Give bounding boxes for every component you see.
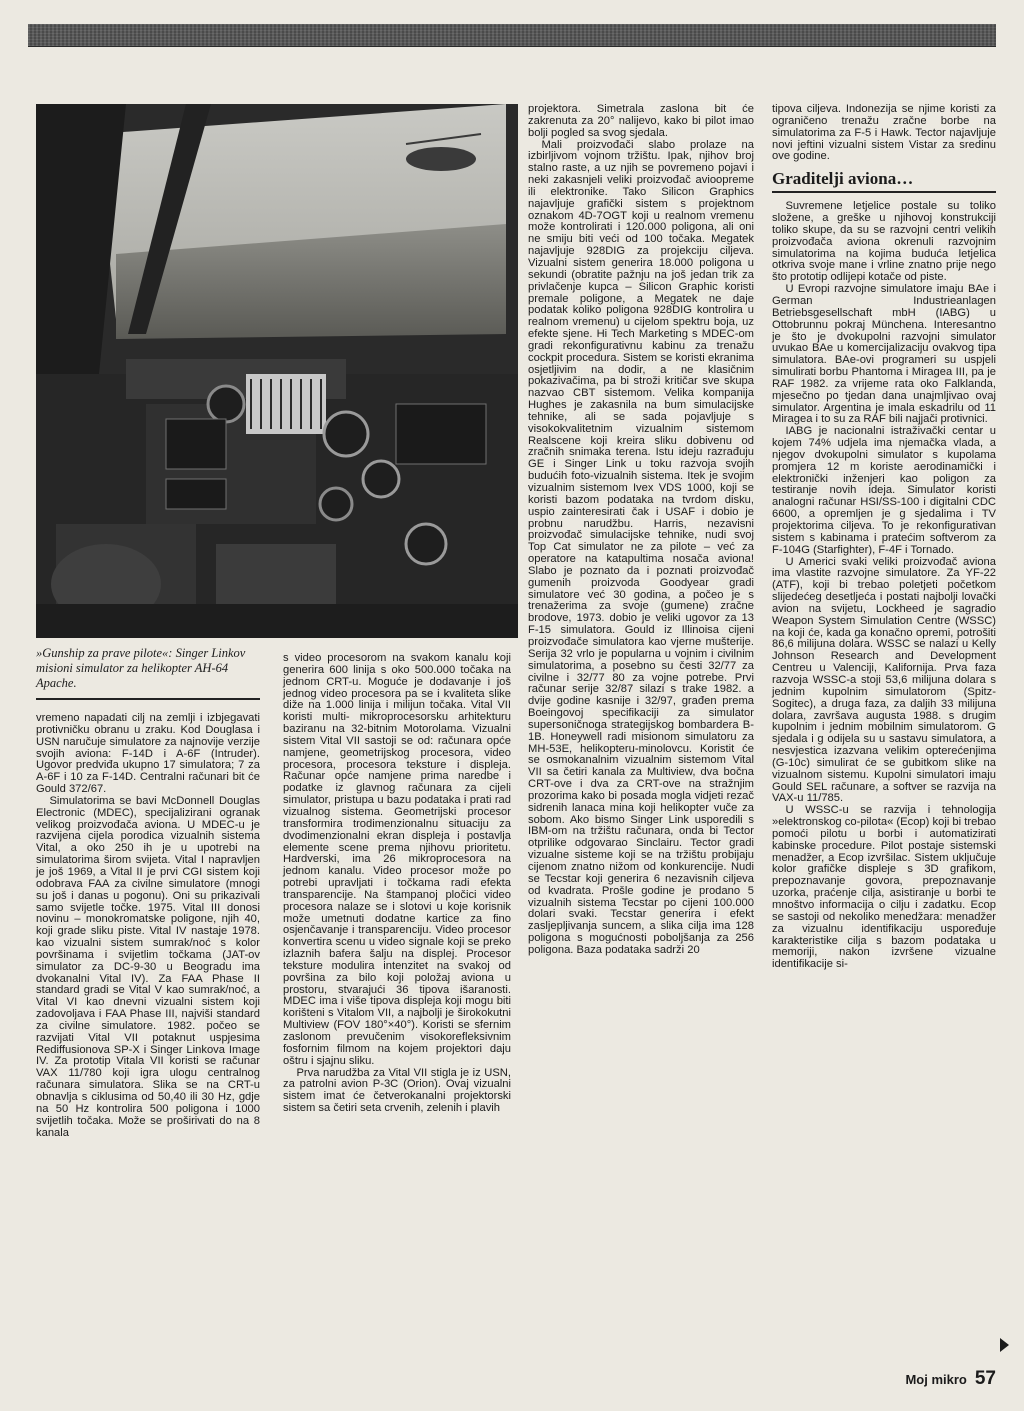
paragraph: Prva narudžba za Vital VII stigla je iz USN, za patrolni avion P-3C (Orion). Ovaj vizualni sistem imat će četverokanalni projektorski sistem sa četiri seta crvenih, zelenih i plavih (283, 1066, 511, 1115)
section-divider (772, 191, 996, 193)
magazine-name: Moj mikro (905, 1372, 967, 1387)
photo-caption: »Gunship za prave pilote«: Singer Linkov misioni simulator za helikopter AH-64 Apache. (36, 646, 246, 690)
paragraph: U Americi svaki veliki proizvođač aviona ima vlastite razvojne simulatore. Za YF-22 (ATF), koji bi trebao poletjeti početkom slijedećeg desetljeća i postati najbolji lovački avion na svijetu, Lockheed je sagradio Weapon System Simulation Centre (WSSC) na koji će, kada ga konačno opremi, potrošiti 86,6 milijuna dolara. WSSC se nalazi u Kelly Johnson Research and Development Centreu u Valenciji, Kalifornija. Prva faza razvoja WSSC-a stoji 53,6 milijuna dolara s jednim kupolnim simulatorom (Spitz-Sogitec), a druga faza, za daljih 33 milijuna dolara, završava augusta 1988. s drugim kupolnim i jednim mobilnim simulatorom. G sjedala i g odijela su u sastavu simulatora, a nesvjestica izazvana velikim opterećenjima (G-10c) simulirat će se gubitkom slike na vizualnom sistemu. Kupolni simulatori imaju Gould SEL računare, a softver se razvija na VAX-u 11/785. (772, 555, 996, 805)
section-heading: Graditelji aviona… (772, 169, 914, 189)
paragraph: tipova ciljeva. Indonezija se njime koristi za ograničeno trenažu zračne borbe na simulatorima za F-5 i Hawk. Tector najavljuje novi jeftini vizualni sistem Vistar za sredinu ove godine. (772, 103, 996, 163)
paragraph: s video procesorom na svakom kanalu koji generira 600 linija s oko 500.000 točaka na jednom CRT-u. Moguće je dodavanje i još jednog video procesora pa se i kvaliteta slike diže na 1.000 linija i milijun točaka. Vital VII koristi multi- mikroprocesorsku arhitekturu baziranu na 32-bitnim Motorolama. Vizualni sistem Vital VII sastoji se od: računara opće namjene, geometrijskog procesora, video procesora, procesora teksture i displeja. Računar opće namjene prima naredbe i podatke iz glavnog računara za cijeli simulator, pristupa u bazu podataka i prati rad vizualnog sistema. Geometrijski procesor transformira trodimenzionalnu situaciju za dvodimenzionalni ekran displeja i postavlja elemente scene prema njihovu prioritetu. Hardverski, ima 26 mikroprocesora na jednom kanalu. Video procesor može po potrebi upravljati i točkama radi efekta transparencije. Na štampanoj pločici video procesora nalaze se i slotovi u koje korisnik može umetnuti dodatne kartice za fino osjenčavanje i transparenciju. Video procesor konvertira scenu u video signale koji se preko izlaznih bafera šalju na displej. Procesor teksture modulira intenzitet na svakoj od površina za bilo koji položaj aviona u prostoru, stvarajući 36 tipova išaranosti. MDEC ima i više tipova displeja koji mogu biti korišteni s Vitalom VII, a najbolji je širokokutni Multiview (FOV 180°×40°). Koristi se sfernim zaslonom prevučenim visokorefleksivnim fosfornim filmom na kojem projektori daju oštru i sjajnu sliku. (283, 652, 511, 1067)
continue-arrow-icon (1000, 1338, 1009, 1352)
paragraph: U Evropi razvojne simulatore imaju BAe i German Industrieanlagen Betriebsgesellschaft mbH (IABG) u Ottobrunnu pokraj Münchena. Interesantno je što je dvokupolni razvojni simulator uvukao BAe u komercijalizaciju ovakvog tipa simulatora. BAe-ovi programeri su uspjeli simulirati borbu Phantoma i Miragea III, pa je RAF 1982. za vrijeme rata oko Falklanda, mjesečno po tjedan dana unajmljivao ovaj simulator. Argentina je imala eskadrilu od 11 Miragea i to su za RAF bili najjači protivnici. (772, 283, 996, 426)
paragraph: projektora. Simetrala zaslona bit će zakrenuta za 20° nalijevo, kako bi pilot imao bolji pogled sa svog sjedala. (528, 103, 754, 139)
page-footer (905, 1368, 996, 1390)
text-column-3 (528, 104, 754, 957)
paragraph: IABG je nacionalni istraživački centar u kojem 74% udjela ima njemačka vlada, a njegov dvokupolni simulator s kupolama promjera 12 m koriste aerodinamički i elektronički inženjeri kao poligon za testiranje novih ideja. Simulator koristi analogni računar HSI/SS-100 i digitalni CDC 6600, a opremljen je g sjedalima i TV projektorima ciljeva. To je rekonfigurativan sistem s kabinama i pratećim softverom za F-104G (Starfighter), F-4F i Tornado. (772, 425, 996, 556)
paragraph: U WSSC-u se razvija i tehnologija »elektronskog co-pilota« (Ecop) koji bi trebao pomoći pilotu u borbi i automatizirati kabinske procedure. Pilot postaje sistemski menadžer, a Ecop izvršilac. Sistem uključuje kolor grafičke displeje s 3D grafikom, prepoznavanje govora, prepoznavanje uzorka, praćenje cilja, asistiranje u borbi te mnoštvo informacija o cilju i zadatku. Ecop se sastoji od nekoliko menedžara: menadžer za vizualnu identifikaciju uspoređuje karakteristike cilja s bazom podataka u memoriji, nakon izvršene vizualne identifikacije si- (772, 804, 996, 971)
paragraph: vremeno napadati cilj na zemlji i izbjegavati protivničku obranu u zraku. Kod Douglasa i USN naručuje simulatore za najnovije verzije svojih aviona: F-14D i A-6F (Intruder). Ugovor predviđa ukupno 17 simulatora; 7 za A-6F i 10 za F-14D. Centralni računari bit će Gould 372/67. (36, 712, 260, 796)
top-halftone-band (28, 24, 996, 47)
text-column-1 (36, 713, 260, 1139)
paragraph: Mali proizvođači slabo prolaze na izbirljivom vojnom tržištu. Ipak, njihov broj stalno raste, a uz njih se povremeno pojavi i neki zakasnjeli veliki proizvođač avioopreme ili elektronike. Tako Silicon Graphics najavljuje grafički sistem s projektnom oznakom 4D-7OGT koji u realnom vremenu može kontrolirati i 120.000 poligona, ali oni ne smiju biti veći od 100 točaka. Megatek najavljuje 928DIG za projekciju ciljeva. Vizualni sistem generira 18.000 poligona u sekundi (obratite pažnju na još jedan trik za privlačenje kupca – Silicon Graphic koristi premale poligone, a Megatek ne daje podatak koliko poligona 928DIG kontrolira u realnom vremenu) u cijelom spektru boja, uz efekte sjene. Hi Tech Marketing s MDEC-om gradi rekonfigurativnu kabinu za trenažu cockpit procedura. Sistem se koristi ekranima osjetljivim na dodir, a ne klasičnim pokazivačima, pa bi stroži kritičar sve skupa nazvao CBT sistemom. Velika kompanija Hughes je zakasnila na bum simulacijske tehnike, ali se sada pojavljuje s visokokvalitetnim vizualnim sistemom Realscene koji kreira sliku dobivenu od zračnih snimaka terena. Istu ideju razrađuju GE i Singer Link u toku razvoja svojih budućih foto-vizualnih sistema. Itek je svojim vizualnim sistemom Ivex VDS 1000, koji se koristi bazom podataka na tvrdom disku, uspio zainteresirati čak i USAF i dobio je probnu narudžbu. Harris, nezavisni proizvođač simulacijske tehnike, nudi svoj Top Cat simulator ne za pilote – već za operatore na katapultima nosača aviona! Slabo je poznato da i poznati proizvođač gumenih proizvoda Goodyear gradi simulatore već 30 godina, a počeo je s trenažerima za svoje (gumene) zračne brodove, 1973. dobio je veliki ugovor za 13 F-15 simulatora. Gould iz Illinoisa cijeni proizvođače simulatora kao vjerne mušterije. Serija 32 vrlo je popularna u vojnim i civilnim simulatorima, a posebno su česti 32/77 za civilne i 32/77 80 za vojne potrebe. Prvi računar serije 32/87 silazi s trake 1982. a dvije godine kasnije i 32/97, građen prema Boeingovoj specifikaciji za simulator supersoničnoga strategijskog bombardera B-1B. Honeywell radi misionom simulatoru za MH-53E, helikopteru-minolovcu. Koristit će se osmokanalnim vizualnim sistemom Vital VII sa četiri kanala za Multiview, dva bočna CRT-ove i dva za CRT-ove na stražnjim prozorima kako bi posada mogla vidjeti rezač sidrenih lanaca mina koji helikopter vuče za sobom. Ako bismo Singer Link usporedili s IBM-om na tržištu računara, onda bi Tector otprilike odgovarao Sinclairu. Tector gradi vizualne sisteme koji se na tržištu probijaju cijenom znatno nižom od konkurencije. Nudi se Tecstar koji generira 6 nezavisnih ciljeva od kvadrata. Prošle godine je prodano 5 vizualnih sistema Tecstar po cijeni 100.000 dolari svaki. Tecstar generira i efekt zasljepljivanja suncem, a slika cilja ima 128 poligona s mogućnosti poboljšanja za 256 poligona. Baza podataka sadrži 20 (528, 138, 754, 956)
paragraph: Suvremene letjelice postale su toliko složene, a greške u njihovoj konstrukciji toliko skupe, da su se razvojni centri velikih proizvođača aviona okrenuli razvojnim simulatorima na kojima buduća letjelica otkriva svoje mane i vrline znatno prije nego što prototip odlijepi kotače od piste. (772, 200, 996, 284)
text-column-4 (772, 104, 996, 971)
cockpit-photo (36, 104, 518, 638)
text-column-2 (283, 653, 511, 1115)
paragraph: Simulatorima se bavi McDonnell Douglas Electronic (MDEC), specijalizirani ogranak velikog proizvođača aviona. U MDEC-u je razvijena cijela porodica vizualnih sistema Vital, a oko 250 ih je u upotrebi na simulatorima širom svijeta. Vital I napravljen je još 1969, a Vital II je prvi CGI sistem koji odobrava FAA za civilne simulatore (mnogi su još i danas u pogonu). Oni su prikazivali samo svijetle točke. 1975. Vital III donosi novinu – monokromatske poligone, njih 40, koji grade sliku piste. Vital IV nastaje 1978. kao vizualni sistem sumrak/noć s kolor površinama i svijetlim točkama (JAT-ov simulator za DC-9-30 u Beogradu ima dvokanalni Vital IV). Za FAA Phase II standard gradi se Vital V kao sumrak/noć, a Vital VI kao dnevni vizualni sistem koji zadovoljava i FAA Phase III, najviši standard za civilne simulatore. 1982. počeo se razvijati Vital VII potaknut uspjesima Rediffusionova SP-X i Singer Linkova Image IV. Za prototip Vitala VII koristi se računar VAX 11/780 koji igra ulogu centralnog računara simulatora. Slika se na CRT-u obnavlja s ciklusima od 50,40 ili 30 Hz, gdje na 50 Hz kontrolira 500 poligona i 1000 svijetlih točaka. Može se proširivati do na 8 kanala (36, 794, 260, 1139)
cockpit-illustration (36, 104, 518, 638)
page-number: 57 (974, 1368, 996, 1389)
caption-divider (36, 698, 260, 700)
